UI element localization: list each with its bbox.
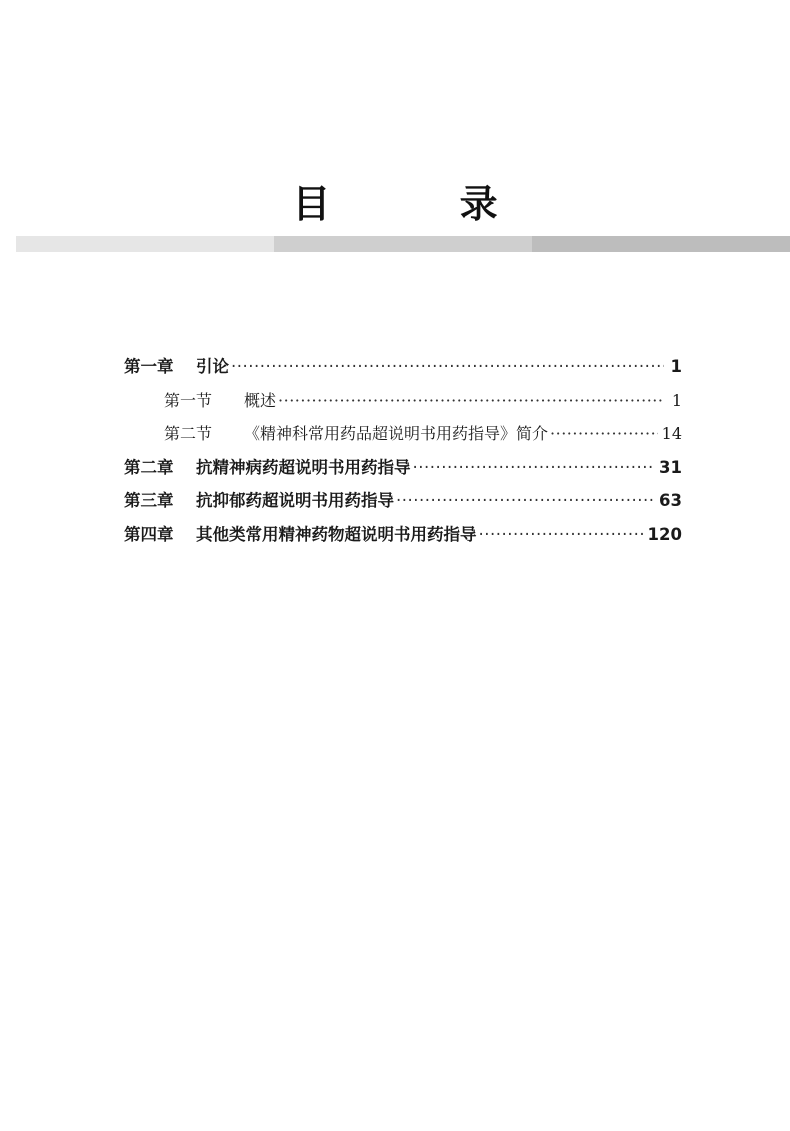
toc-leader-dots (396, 484, 655, 518)
toc-entry-page: 31 (659, 457, 682, 477)
toc-entry-title: 概述 (244, 390, 277, 410)
toc-entry-section-1-1[interactable] (124, 384, 682, 418)
toc-entry-page: 1 (670, 357, 682, 376)
toc-entry-section-1-2[interactable] (124, 417, 682, 451)
toc-entry-title: 引论 (196, 357, 229, 376)
toc-leader-dots (413, 451, 656, 485)
toc-entry-title: 其他类常用精神药物超说明书用药指导 (196, 524, 477, 544)
toc-entry-chapter-4[interactable] (124, 518, 682, 552)
toc-entry-title: 抗抑郁药超说明书用药指导 (196, 491, 394, 510)
toc-entry-label: 第二节 (164, 424, 213, 443)
title-band (16, 236, 790, 252)
table-of-contents (124, 350, 682, 551)
toc-leader-dots (550, 417, 658, 451)
toc-entry-label: 第四章 (124, 524, 174, 544)
toc-entry-page: 1 (671, 390, 682, 410)
title-band-segment-light (16, 236, 274, 252)
toc-leader-dots (231, 350, 664, 384)
toc-entry-label: 第二章 (124, 457, 174, 477)
title-band-segment-dark (532, 236, 790, 252)
toc-entry-chapter-1[interactable] (124, 350, 682, 384)
toc-entry-page: 14 (661, 424, 682, 443)
toc-entry-label: 第一节 (164, 390, 213, 410)
page-title: 目 录 (292, 181, 556, 226)
toc-entry-label: 第三章 (124, 491, 174, 510)
toc-entry-chapter-2[interactable] (124, 451, 682, 485)
toc-leader-dots (479, 518, 644, 552)
toc-leader-dots (278, 384, 664, 418)
toc-entry-page: 63 (659, 491, 682, 510)
toc-entry-title: 抗精神病药超说明书用药指导 (196, 457, 411, 477)
title-band-segment-medium (274, 236, 532, 252)
toc-entry-label: 第一章 (124, 357, 174, 376)
toc-entry-page: 120 (647, 524, 682, 544)
toc-entry-chapter-3[interactable] (124, 484, 682, 518)
toc-entry-title: 《精神科常用药品超说明书用药指导》简介 (244, 424, 549, 443)
